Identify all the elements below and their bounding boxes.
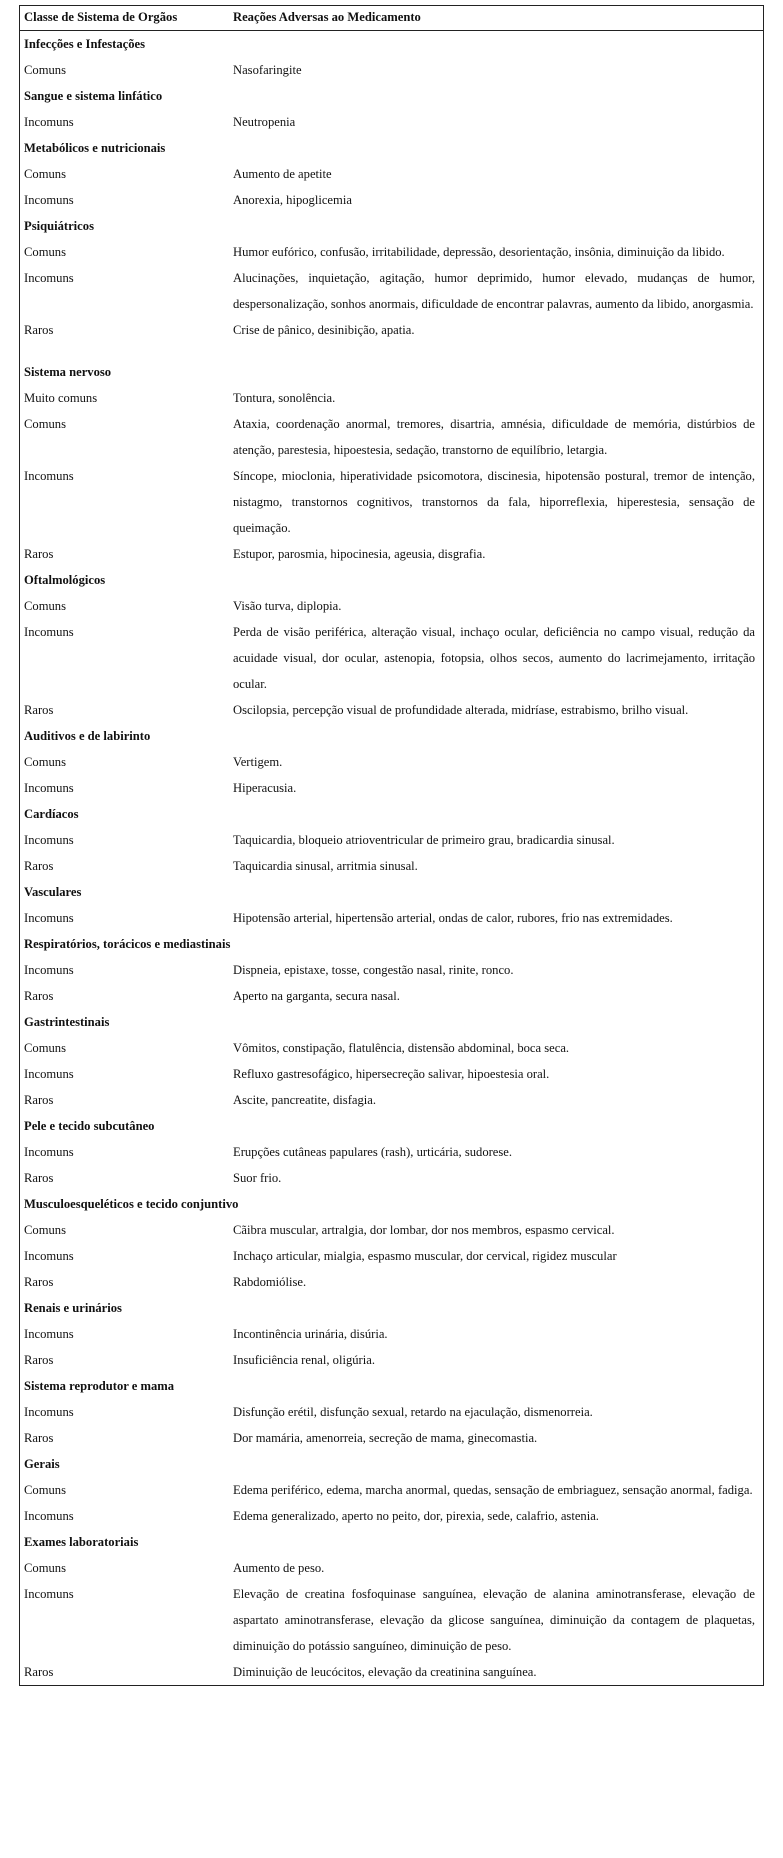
frequency-cell: Incomuns xyxy=(24,1405,74,1419)
table-row xyxy=(20,1503,764,1529)
category-row xyxy=(20,1373,764,1399)
category-heading: Sangue e sistema linfático xyxy=(24,89,163,103)
category-row xyxy=(20,567,764,593)
reactions-cell: Rabdomiólise. xyxy=(233,1275,307,1289)
category-row xyxy=(20,1451,764,1477)
frequency-cell: Raros xyxy=(24,547,54,561)
table-row xyxy=(20,853,764,879)
reactions-cell: Síncope, mioclonia, hiperatividade psicomotora, discinesia, hipotensão postural, tremor de intenção, nistagmo, transtornos cognitivos, transtornos da fala, hiporreflexia, hiperestesia, sensação de queimação. xyxy=(233,469,755,535)
category-heading: Cardíacos xyxy=(24,807,79,821)
reactions-cell: Crise de pânico, desinibição, apatia. xyxy=(233,323,415,337)
category-row xyxy=(20,1295,764,1321)
frequency-cell: Comuns xyxy=(24,1483,66,1497)
reactions-cell: Alucinações, inquietação, agitação, humor deprimido, humor elevado, mudanças de humor, despersonalização, sonhos anormais, dificuldade de encontrar palavras, aumento da libido, anorgasmia. xyxy=(233,271,755,311)
category-row xyxy=(20,31,764,58)
category-heading: Vasculares xyxy=(24,885,82,899)
frequency-cell: Comuns xyxy=(24,1223,66,1237)
reactions-cell: Aperto na garganta, secura nasal. xyxy=(233,989,400,1003)
category-heading: Psiquiátricos xyxy=(24,219,94,233)
frequency-cell: Incomuns xyxy=(24,271,74,285)
table-row xyxy=(20,317,764,343)
frequency-cell: Raros xyxy=(24,323,54,337)
table-row xyxy=(20,697,764,723)
frequency-cell: Comuns xyxy=(24,1041,66,1055)
table-row xyxy=(20,1243,764,1269)
frequency-cell: Incomuns xyxy=(24,1067,74,1081)
table-header xyxy=(20,6,764,31)
table-row xyxy=(20,827,764,853)
frequency-cell: Muito comuns xyxy=(24,391,98,405)
reactions-cell: Hiperacusia. xyxy=(233,781,297,795)
frequency-cell: Comuns xyxy=(24,755,66,769)
frequency-cell: Comuns xyxy=(24,167,66,181)
frequency-cell: Incomuns xyxy=(24,911,74,925)
table-row xyxy=(20,957,764,983)
frequency-cell: Raros xyxy=(24,989,54,1003)
category-row xyxy=(20,723,764,749)
table-row xyxy=(20,1425,764,1451)
frequency-cell: Incomuns xyxy=(24,1145,74,1159)
table-row xyxy=(20,1269,764,1295)
frequency-cell: Incomuns xyxy=(24,833,74,847)
table-row xyxy=(20,385,764,411)
frequency-cell: Incomuns xyxy=(24,781,74,795)
table-row xyxy=(20,1087,764,1113)
frequency-cell: Raros xyxy=(24,1665,54,1679)
category-heading: Gastrintestinais xyxy=(24,1015,110,1029)
frequency-cell: Incomuns xyxy=(24,1509,74,1523)
frequency-cell: Comuns xyxy=(24,599,66,613)
reactions-cell: Elevação de creatina fosfoquinase sanguínea, elevação de alanina aminotransferase, elevação de aspartato aminotransferase, elevação da glicose sanguínea, diminuição da contagem de plaquetas, diminuição do potássio sanguíneo, diminuição de peso. xyxy=(233,1587,755,1653)
table-row xyxy=(20,593,764,619)
reactions-cell: Vômitos, constipação, flatulência, distensão abdominal, boca seca. xyxy=(233,1041,570,1055)
category-heading: Sistema reprodutor e mama xyxy=(24,1379,175,1393)
frequency-cell: Raros xyxy=(24,859,54,873)
reactions-cell: Suor frio. xyxy=(233,1171,282,1185)
table-row xyxy=(20,109,764,135)
reactions-cell: Estupor, parosmia, hipocinesia, ageusia, disgrafia. xyxy=(233,547,486,561)
reactions-cell: Aumento de peso. xyxy=(233,1561,325,1575)
category-heading: Exames laboratoriais xyxy=(24,1535,139,1549)
table-row xyxy=(20,265,764,317)
table-row xyxy=(20,463,764,541)
category-row xyxy=(20,135,764,161)
table-row xyxy=(20,775,764,801)
table-row xyxy=(20,57,764,83)
reactions-cell: Oscilopsia, percepção visual de profundidade alterada, midríase, estrabismo, brilho visual. xyxy=(233,703,689,717)
category-heading: Renais e urinários xyxy=(24,1301,122,1315)
frequency-cell: Incomuns xyxy=(24,625,74,639)
frequency-cell: Incomuns xyxy=(24,1327,74,1341)
category-row xyxy=(20,1113,764,1139)
reactions-cell: Ataxia, coordenação anormal, tremores, disartria, amnésia, dificuldade de memória, distúrbios de atenção, parestesia, hipoestesia, sedação, transtorno de equilíbrio, letargia. xyxy=(233,417,755,457)
reactions-cell: Ascite, pancreatite, disfagia. xyxy=(233,1093,377,1107)
frequency-cell: Comuns xyxy=(24,245,66,259)
frequency-cell: Incomuns xyxy=(24,1249,74,1263)
frequency-cell: Incomuns xyxy=(24,193,74,207)
table-row xyxy=(20,187,764,213)
spacer-cell xyxy=(20,343,764,359)
category-row xyxy=(20,1009,764,1035)
reactions-cell: Vertigem. xyxy=(233,755,283,769)
table-row xyxy=(20,411,764,463)
table-row xyxy=(20,1399,764,1425)
reactions-cell: Cãibra muscular, artralgia, dor lombar, dor nos membros, espasmo cervical. xyxy=(233,1223,615,1237)
category-heading: Infecções e Infestações xyxy=(24,37,145,51)
reactions-cell: Incontinência urinária, disúria. xyxy=(233,1327,388,1341)
category-heading: Musculoesqueléticos e tecido conjuntivo xyxy=(24,1197,239,1211)
header-organ-class: Classe de Sistema de Orgãos xyxy=(20,6,230,31)
table-row xyxy=(20,749,764,775)
reactions-cell: Insuficiência renal, oligúria. xyxy=(233,1353,375,1367)
reactions-cell: Tontura, sonolência. xyxy=(233,391,336,405)
table-row xyxy=(20,541,764,567)
category-heading: Oftalmológicos xyxy=(24,573,106,587)
category-heading: Sistema nervoso xyxy=(24,365,112,379)
table-row xyxy=(20,1061,764,1087)
frequency-cell: Incomuns xyxy=(24,469,74,483)
reactions-cell: Dispneia, epistaxe, tosse, congestão nasal, rinite, ronco. xyxy=(233,963,514,977)
category-row xyxy=(20,1529,764,1555)
frequency-cell: Raros xyxy=(24,1275,54,1289)
table-row xyxy=(20,905,764,931)
category-row xyxy=(20,213,764,239)
reactions-cell: Aumento de apetite xyxy=(233,167,332,181)
category-heading: Metabólicos e nutricionais xyxy=(24,141,166,155)
reactions-cell: Neutropenia xyxy=(233,115,296,129)
frequency-cell: Raros xyxy=(24,1171,54,1185)
table-row xyxy=(20,239,764,265)
table-row xyxy=(20,1165,764,1191)
reactions-cell: Taquicardia sinusal, arritmia sinusal. xyxy=(233,859,418,873)
header-adverse-reactions: Reações Adversas ao Medicamento xyxy=(229,6,764,31)
spacer-row xyxy=(20,343,764,359)
reactions-cell: Perda de visão periférica, alteração visual, inchaço ocular, deficiência no campo visual, redução da acuidade visual, dor ocular, astenopia, fotopsia, olhos secos, aumento do lacrimejamento, irritação ocular. xyxy=(233,625,755,691)
table-row xyxy=(20,983,764,1009)
frequency-cell: Comuns xyxy=(24,63,66,77)
frequency-cell: Raros xyxy=(24,703,54,717)
table-row xyxy=(20,619,764,697)
table-body xyxy=(20,31,764,1686)
frequency-cell: Incomuns xyxy=(24,115,74,129)
table-row xyxy=(20,161,764,187)
category-heading: Respiratórios, torácicos e mediastinais xyxy=(24,937,231,951)
reactions-cell: Edema periférico, edema, marcha anormal, quedas, sensação de embriaguez, sensação anormal, fadiga. xyxy=(233,1483,753,1497)
reactions-cell: Visão turva, diplopia. xyxy=(233,599,342,613)
table-row xyxy=(20,1035,764,1061)
frequency-cell: Incomuns xyxy=(24,963,74,977)
table-row xyxy=(20,1217,764,1243)
reactions-cell: Diminuição de leucócitos, elevação da creatinina sanguínea. xyxy=(233,1665,537,1679)
category-row xyxy=(20,1191,764,1217)
reactions-cell: Humor eufórico, confusão, irritabilidade, depressão, desorientação, insônia, diminuição da libido. xyxy=(233,245,725,259)
table-row xyxy=(20,1581,764,1659)
category-row xyxy=(20,83,764,109)
frequency-cell: Raros xyxy=(24,1431,54,1445)
table-row xyxy=(20,1659,764,1686)
reactions-cell: Erupções cutâneas papulares (rash), urticária, sudorese. xyxy=(233,1145,513,1159)
category-row xyxy=(20,801,764,827)
frequency-cell: Incomuns xyxy=(24,1587,74,1601)
table-row xyxy=(20,1555,764,1581)
frequency-cell: Raros xyxy=(24,1353,54,1367)
category-row xyxy=(20,359,764,385)
reactions-cell: Inchaço articular, mialgia, espasmo muscular, dor cervical, rigidez muscular xyxy=(233,1249,617,1263)
frequency-cell: Comuns xyxy=(24,417,66,431)
table-row xyxy=(20,1477,764,1503)
category-heading: Auditivos e de labirinto xyxy=(24,729,151,743)
reactions-cell: Anorexia, hipoglicemia xyxy=(233,193,352,207)
reactions-cell: Nasofaringite xyxy=(233,63,302,77)
header-row xyxy=(20,6,764,31)
frequency-cell: Raros xyxy=(24,1093,54,1107)
table-row xyxy=(20,1321,764,1347)
frequency-cell: Comuns xyxy=(24,1561,66,1575)
table-row xyxy=(20,1139,764,1165)
adverse-reactions-table xyxy=(19,5,764,1686)
category-heading: Pele e tecido subcutâneo xyxy=(24,1119,155,1133)
category-row xyxy=(20,931,764,957)
reactions-cell: Taquicardia, bloqueio atrioventricular de primeiro grau, bradicardia sinusal. xyxy=(233,833,615,847)
table-row xyxy=(20,1347,764,1373)
category-row xyxy=(20,879,764,905)
reactions-cell: Dor mamária, amenorreia, secreção de mama, ginecomastia. xyxy=(233,1431,538,1445)
reactions-cell: Hipotensão arterial, hipertensão arterial, ondas de calor, rubores, frio nas extremidades. xyxy=(233,911,673,925)
category-heading: Gerais xyxy=(24,1457,60,1471)
reactions-cell: Refluxo gastresofágico, hipersecreção salivar, hipoestesia oral. xyxy=(233,1067,550,1081)
reactions-cell: Edema generalizado, aperto no peito, dor, pirexia, sede, calafrio, astenia. xyxy=(233,1509,599,1523)
reactions-cell: Disfunção erétil, disfunção sexual, retardo na ejaculação, dismenorreia. xyxy=(233,1405,593,1419)
